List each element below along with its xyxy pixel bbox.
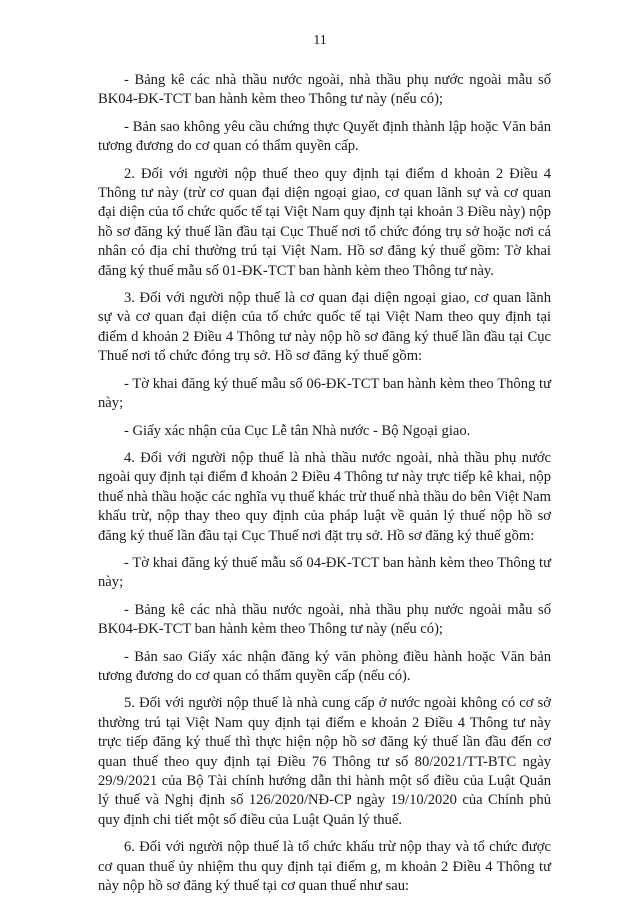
paragraph-form-06: - Tờ khai đăng ký thuế mẫu số 06-ĐK-TCT ban hành kèm theo Thông tư này; — [98, 375, 551, 412]
paragraph-bk04-list: - Bảng kê các nhà thầu nước ngoài, nhà thầu phụ nước ngoài mẫu số BK04-ĐK-TCT ban hành kèm theo Thông tư này (nếu có); — [98, 72, 551, 108]
page-number: 11 — [313, 33, 327, 48]
paragraph-establishment-decision: - Bản sao không yêu cầu chứng thực Quyết định thành lập hoặc Văn bản tương đương do cơ quan có thẩm quyền cấp. — [98, 118, 551, 155]
paragraph-protocol-confirmation: - Giấy xác nhận của Cục Lễ tân Nhà nước - Bộ Ngoại giao. — [124, 422, 471, 439]
paragraph-section-3: 3. Đối với người nộp thuế là cơ quan đại diện ngoại giao, cơ quan lãnh sự và cơ quan đại diện của tổ chức quốc tế tại Việt Nam theo quy định tại điểm d khoản 2 Điều 4 Thông tư này nộp hồ sơ đăng ký thuế lần đầu tại Cục Thuế nơi tổ chức đóng trụ sở. Hồ sơ đăng ký thuế gồm: — [98, 290, 551, 365]
paragraph-section-5: 5. Đối với người nộp thuế là nhà cung cấp ở nước ngoài không có cơ sở thường trú tại Việt Nam quy định tại điểm e khoản 2 Điều 4 Thông tư này trực tiếp đăng ký thuế thì thực hiện nộp hồ sơ đăng ký thuế lần đầu đến cơ quan thuế theo quy định tại Điều 76 Thông tư số 80/2021/TT-BTC ngày 29/9/2021 của Bộ Tài chính hướng dẫn thi hành một số điều của Luật Quản lý thuế và Nghị định số 126/2020/NĐ-CP ngày 19/10/2020 của Chính phủ quy định chi tiết một số điều của Luật Quản lý thuế. — [98, 695, 551, 828]
paragraph-section-4: 4. Đối với người nộp thuế là nhà thầu nước ngoài, nhà thầu phụ nước ngoài quy định tại điểm đ khoản 2 Điều 4 Thông tư này trực tiếp kê khai, nộp thuế nhà thầu hoặc các nghĩa vụ thuế khác trừ thuế nhà thầu do bên Việt Nam khấu trừ, nộp thay theo quy định của pháp luật về quản lý thuế nộp hồ sơ đăng ký thuế lần đầu tại Cục Thuế nơi đặt trụ sở. Hồ sơ đăng ký thuế gồm: — [98, 449, 551, 544]
paragraph-section-6: 6. Đối với người nộp thuế là tổ chức khấu trừ nộp thay và tổ chức được cơ quan thuế ủy nhiệm thu quy định tại điểm g, m khoản 2 Điều 4 Thông tư này nộp hồ sơ đăng ký thuế tại cơ quan thuế như sau: — [98, 839, 551, 895]
document-body — [98, 71, 551, 904]
paragraph-office-registration: - Bản sao Giấy xác nhận đăng ký văn phòng điều hành hoặc Văn bản tương đương do cơ quan có thẩm quyền cấp (nếu có). — [98, 648, 551, 684]
paragraph-form-04: - Tờ khai đăng ký thuế mẫu số 04-ĐK-TCT ban hành kèm theo Thông tư này; — [98, 554, 551, 591]
paragraph-section-2: 2. Đối với người nộp thuế theo quy định tại điểm d khoản 2 Điều 4 Thông tư này (trừ cơ quan đại diện ngoại giao, cơ quan lãnh sự và cơ quan đại diện của tổ chức quốc tế tại Việt Nam quy định tại khoản 3 Điều này) nộp hồ sơ đăng ký thuế lần đầu tại Cục Thuế nơi tổ chức đóng trụ sở hoặc nơi cá nhân có địa chỉ thường trú tại Việt Nam. Hồ sơ đăng ký thuế gồm: Tờ khai đăng ký thuế mẫu số 01-ĐK-TCT ban hành kèm theo Thông tư này. — [98, 165, 551, 279]
paragraph-bk04-list-2: - Bảng kê các nhà thầu nước ngoài, nhà thầu phụ nước ngoài mẫu số BK04-ĐK-TCT ban hành kèm theo Thông tư này (nếu có); — [98, 601, 551, 638]
